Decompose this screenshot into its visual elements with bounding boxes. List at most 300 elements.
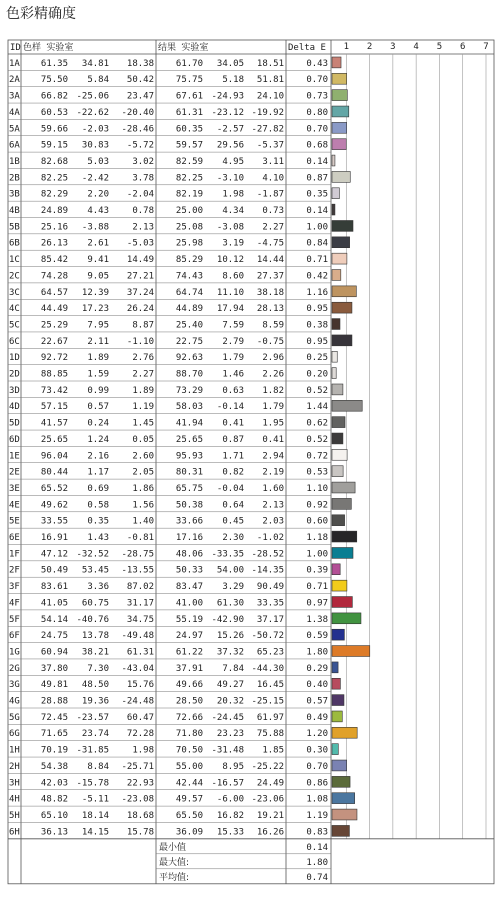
row-id: 3C xyxy=(9,287,20,298)
sample-lab-value: 33.55 xyxy=(40,516,68,527)
sample-lab-value: 71.65 xyxy=(40,729,68,740)
row-id: 6D xyxy=(9,434,20,445)
result-lab-value: 2.96 xyxy=(262,353,284,364)
sample-lab-value: 82.68 xyxy=(40,156,68,167)
result-lab-value: -5.37 xyxy=(256,140,284,151)
result-lab-value: -4.75 xyxy=(256,238,284,249)
delta-e-bar xyxy=(332,482,355,493)
sample-lab-value: 47.12 xyxy=(40,549,68,560)
result-lab-value: -0.75 xyxy=(256,336,284,347)
sample-lab-value: 82.25 xyxy=(40,173,68,184)
sample-lab-value: 48.50 xyxy=(81,680,109,691)
sample-lab-value: 1.43 xyxy=(87,533,109,543)
delta-e-bar xyxy=(332,417,345,428)
result-lab-value: 88.70 xyxy=(175,369,203,380)
sample-lab-value: 65.10 xyxy=(40,810,68,821)
result-lab-value: 82.19 xyxy=(175,189,203,200)
result-lab-value: 65.75 xyxy=(175,483,203,494)
sample-lab-value: 1.89 xyxy=(132,385,154,396)
row-id: 2G xyxy=(9,663,20,674)
result-lab-value: -50.72 xyxy=(251,631,284,642)
delta-e-value: 0.30 xyxy=(306,745,328,756)
delta-e-bar xyxy=(332,188,339,199)
row-id: 5F xyxy=(9,614,20,625)
result-lab-value: 61.30 xyxy=(216,598,244,609)
delta-e-bar xyxy=(332,449,347,460)
row-id: 3D xyxy=(9,385,20,396)
sample-lab-value: 26.13 xyxy=(40,238,68,249)
result-lab-value: 25.00 xyxy=(175,206,203,216)
sample-lab-value: 0.99 xyxy=(87,385,109,396)
result-lab-value: 75.75 xyxy=(175,75,203,86)
result-lab-value: 4.34 xyxy=(222,206,244,216)
sample-lab-value: 61.35 xyxy=(40,58,68,69)
sample-lab-value: 13.78 xyxy=(81,631,109,642)
delta-e-value: 0.95 xyxy=(306,336,328,347)
delta-e-bar xyxy=(332,548,353,559)
result-lab-value: 28.50 xyxy=(175,696,203,707)
delta-e-bar xyxy=(332,204,335,215)
sample-lab-value: -23.08 xyxy=(121,794,154,805)
sample-lab-value: 17.23 xyxy=(81,304,109,315)
delta-e-bar xyxy=(332,400,362,411)
delta-e-value: 0.62 xyxy=(306,418,328,429)
result-lab-value: 37.32 xyxy=(216,647,244,658)
delta-e-bar xyxy=(332,646,370,657)
delta-e-bar xyxy=(332,727,357,738)
row-id: 3A xyxy=(9,91,20,102)
row-id: 5B xyxy=(9,222,20,233)
summary-label: 平均值: xyxy=(159,872,190,883)
sample-lab-value: 1.45 xyxy=(132,418,154,429)
delta-e-value: 1.80 xyxy=(306,647,328,658)
sample-lab-value: 59.66 xyxy=(40,124,68,135)
row-id: 2F xyxy=(9,565,20,576)
sample-lab-value: -5.72 xyxy=(126,140,154,151)
delta-e-bar xyxy=(332,73,347,84)
delta-e-value: 0.87 xyxy=(306,173,328,184)
sample-lab-value: 0.58 xyxy=(87,500,109,511)
result-lab-value: 19.21 xyxy=(256,810,284,821)
result-lab-value: 85.29 xyxy=(175,255,203,266)
result-lab-value: 18.51 xyxy=(256,58,284,69)
result-lab-value: 70.50 xyxy=(175,745,203,756)
result-lab-value: 67.61 xyxy=(175,91,203,102)
row-id: 4G xyxy=(9,696,20,707)
sample-lab-value: 72.45 xyxy=(40,712,68,723)
delta-e-bar xyxy=(332,564,340,575)
delta-e-value: 1.00 xyxy=(306,222,328,233)
delta-e-bar xyxy=(332,580,347,591)
result-lab-value: 48.06 xyxy=(175,549,203,560)
delta-e-bar xyxy=(332,776,350,787)
result-lab-value: 3.29 xyxy=(222,582,244,593)
result-lab-value: 27.37 xyxy=(256,271,284,282)
result-lab-value: 36.09 xyxy=(175,827,203,838)
scale-tick-label: 1 xyxy=(343,42,349,52)
row-id: 4A xyxy=(9,107,20,118)
delta-e-value: 0.35 xyxy=(306,189,328,200)
sample-lab-value: 9.41 xyxy=(87,255,109,266)
row-id: 3F xyxy=(9,582,20,593)
sample-lab-value: 48.82 xyxy=(40,794,68,805)
row-id: 1G xyxy=(9,647,20,658)
delta-e-bar xyxy=(332,793,355,804)
result-lab-value: 82.59 xyxy=(175,156,203,167)
row-id: 1E xyxy=(9,451,20,462)
sample-lab-value: 3.78 xyxy=(132,173,154,184)
delta-e-value: 0.42 xyxy=(306,271,328,282)
row-id: 4F xyxy=(9,598,20,609)
sample-lab-value: 9.05 xyxy=(87,271,109,282)
sample-lab-value: 57.15 xyxy=(40,402,68,413)
scale-tick-label: 6 xyxy=(460,42,466,52)
result-lab-value: -33.35 xyxy=(211,549,244,560)
sample-lab-value: 41.05 xyxy=(40,598,68,609)
sample-lab-value: 25.29 xyxy=(40,320,68,331)
result-lab-value: 61.22 xyxy=(175,647,203,658)
result-lab-value: -1.87 xyxy=(256,189,284,200)
result-lab-value: 54.00 xyxy=(216,565,244,576)
row-id: 2D xyxy=(9,369,20,380)
sample-lab-value: 0.78 xyxy=(132,206,154,216)
delta-e-value: 0.53 xyxy=(306,467,328,478)
result-lab-value: 1.60 xyxy=(262,483,284,494)
sample-lab-value: 65.52 xyxy=(40,483,68,494)
sample-lab-value: 7.95 xyxy=(87,320,109,331)
delta-e-bar xyxy=(332,498,351,509)
result-lab-value: -0.14 xyxy=(216,402,244,413)
sample-lab-value: 23.74 xyxy=(81,729,109,740)
sample-lab-value: 0.35 xyxy=(87,516,109,527)
delta-e-bar xyxy=(332,351,337,362)
summary-value: 0.74 xyxy=(306,872,328,883)
sample-lab-value: 2.76 xyxy=(132,353,154,364)
delta-e-bar xyxy=(332,466,343,477)
sample-lab-value: 75.50 xyxy=(40,75,68,86)
delta-e-value: 1.08 xyxy=(306,794,328,805)
sample-lab-value: -22.62 xyxy=(76,107,109,118)
sample-lab-value: 72.28 xyxy=(126,729,154,740)
scale-tick-label: 7 xyxy=(483,42,489,52)
result-lab-value: -25.15 xyxy=(251,696,284,707)
sample-lab-value: 12.39 xyxy=(81,287,109,298)
row-id: 1D xyxy=(9,353,20,364)
result-lab-value: 4.10 xyxy=(262,173,284,184)
result-lab-value: 8.60 xyxy=(222,271,244,282)
delta-e-value: 0.95 xyxy=(306,304,328,315)
result-lab-value: 16.45 xyxy=(256,680,284,691)
result-lab-value: 1.71 xyxy=(222,451,244,462)
sample-lab-value: 85.42 xyxy=(40,255,68,266)
result-lab-value: 3.19 xyxy=(222,238,244,249)
row-id: 2A xyxy=(9,75,20,86)
result-lab-value: -24.93 xyxy=(211,91,244,102)
sample-lab-value: 37.80 xyxy=(40,663,68,674)
summary-value: 1.80 xyxy=(306,857,328,868)
sample-lab-value: 1.56 xyxy=(132,500,154,511)
delta-e-bar xyxy=(332,760,347,771)
delta-e-value: 1.18 xyxy=(306,533,328,543)
delta-e-value: 0.71 xyxy=(306,255,328,266)
result-lab-value: 25.98 xyxy=(175,238,203,249)
result-lab-value: 25.65 xyxy=(175,434,203,445)
result-lab-value: 4.95 xyxy=(222,156,244,167)
result-lab-value: 24.49 xyxy=(256,778,284,789)
sample-lab-value: -3.88 xyxy=(81,222,109,233)
result-lab-value: 1.79 xyxy=(262,402,284,413)
scale-tick-label: 3 xyxy=(390,42,396,52)
sample-lab-value: 8.84 xyxy=(87,761,109,772)
result-lab-value: 92.63 xyxy=(175,353,203,364)
result-lab-value: 8.59 xyxy=(262,320,284,331)
sample-lab-value: 80.44 xyxy=(40,467,68,478)
result-lab-value: 0.73 xyxy=(262,206,284,216)
row-id: 4D xyxy=(9,402,20,413)
delta-e-bar xyxy=(332,678,340,689)
row-id: 1C xyxy=(9,255,20,266)
result-lab-value: 51.81 xyxy=(256,75,284,86)
sample-lab-value: -25.71 xyxy=(121,761,154,772)
delta-e-value: 0.73 xyxy=(306,91,328,102)
sample-lab-value: 87.02 xyxy=(126,582,154,593)
row-id: 1F xyxy=(9,549,20,560)
delta-e-bar xyxy=(332,155,335,166)
sample-lab-value: 2.61 xyxy=(87,238,109,249)
sample-lab-value: 49.81 xyxy=(40,680,68,691)
sample-lab-value: 70.19 xyxy=(40,745,68,756)
result-lab-value: -0.04 xyxy=(216,483,244,494)
result-lab-value: -16.57 xyxy=(211,778,244,789)
result-lab-value: -19.92 xyxy=(251,107,284,118)
sample-lab-value: 25.16 xyxy=(40,222,68,233)
sample-lab-value: 66.82 xyxy=(40,91,68,102)
sample-lab-value: 24.89 xyxy=(40,206,68,216)
sample-lab-value: 18.38 xyxy=(126,58,154,69)
sample-lab-value: 83.61 xyxy=(40,582,68,593)
result-lab-value: 5.18 xyxy=(222,75,244,86)
row-id: 5G xyxy=(9,712,20,723)
sample-lab-value: 44.49 xyxy=(40,304,68,315)
sample-lab-value: 28.88 xyxy=(40,696,68,707)
scale-tick-label: 5 xyxy=(436,42,443,52)
result-lab-value: 49.57 xyxy=(175,794,203,805)
row-id: 5A xyxy=(9,124,20,135)
delta-e-value: 0.97 xyxy=(306,598,328,609)
result-lab-value: 2.94 xyxy=(262,451,284,462)
sample-lab-value: -32.52 xyxy=(76,549,109,560)
sample-lab-value: 49.62 xyxy=(40,500,68,511)
result-lab-value: -24.45 xyxy=(211,712,244,723)
row-id: 1A xyxy=(9,58,20,69)
result-lab-value: 0.64 xyxy=(222,500,244,511)
sample-lab-value: 60.75 xyxy=(81,598,109,609)
result-lab-value: 16.82 xyxy=(216,810,244,821)
sample-lab-value: 50.49 xyxy=(40,565,68,576)
sample-lab-value: 60.94 xyxy=(40,647,68,658)
sample-lab-value: 27.21 xyxy=(126,271,154,282)
sample-lab-value: -0.81 xyxy=(126,533,154,543)
scale-tick-label: 2 xyxy=(366,42,373,52)
sample-lab-value: 8.87 xyxy=(132,320,154,331)
row-id: 5C xyxy=(9,320,20,331)
result-lab-value: 49.27 xyxy=(216,680,244,691)
result-lab-value: 7.84 xyxy=(222,663,244,674)
sample-lab-value: -1.10 xyxy=(126,336,154,347)
delta-e-bar xyxy=(332,253,347,264)
result-lab-value: 17.94 xyxy=(216,304,244,315)
delta-e-value: 0.68 xyxy=(306,140,328,151)
delta-e-bar xyxy=(332,90,347,101)
row-id: 4H xyxy=(9,794,20,805)
delta-e-value: 0.20 xyxy=(306,369,328,380)
result-lab-value: 55.00 xyxy=(175,761,203,772)
sample-lab-value: 37.24 xyxy=(126,287,154,298)
sample-lab-value: -15.78 xyxy=(76,778,109,789)
delta-e-value: 0.83 xyxy=(306,827,328,838)
result-lab-value: -2.57 xyxy=(216,124,244,135)
result-lab-value: 0.63 xyxy=(222,385,244,396)
sample-lab-value: 41.57 xyxy=(40,418,68,429)
sample-lab-value: 1.40 xyxy=(132,516,154,527)
row-id: 2H xyxy=(9,761,20,772)
result-lab-value: 41.00 xyxy=(175,598,203,609)
sample-lab-value: 0.57 xyxy=(87,402,109,413)
result-lab-value: 15.26 xyxy=(216,631,244,642)
sample-lab-value: -2.42 xyxy=(81,173,109,184)
row-id: 3G xyxy=(9,680,20,691)
result-lab-value: 58.03 xyxy=(175,402,203,413)
delta-e-value: 0.60 xyxy=(306,516,328,527)
sample-lab-value: 61.31 xyxy=(126,647,154,658)
result-lab-value: -6.00 xyxy=(216,794,244,805)
row-id: 6C xyxy=(9,336,20,347)
sample-lab-value: 59.15 xyxy=(40,140,68,151)
sample-lab-value: 34.81 xyxy=(81,58,109,69)
result-lab-value: 1.82 xyxy=(262,385,284,396)
row-id: 2E xyxy=(9,467,20,478)
result-lab-value: 61.31 xyxy=(175,107,203,118)
delta-e-bar xyxy=(332,744,338,755)
delta-e-value: 0.38 xyxy=(306,320,328,331)
row-id: 6H xyxy=(9,827,20,838)
sample-lab-value: 5.03 xyxy=(87,156,109,167)
result-lab-value: 0.45 xyxy=(222,516,244,527)
sample-lab-value: 2.20 xyxy=(87,189,109,200)
delta-e-value: 0.52 xyxy=(306,385,328,396)
sample-lab-value: 73.42 xyxy=(40,385,68,396)
sample-lab-value: -2.04 xyxy=(126,189,154,200)
delta-e-bar xyxy=(332,531,357,542)
sample-lab-value: 22.67 xyxy=(40,336,68,347)
delta-e-value: 0.86 xyxy=(306,778,328,789)
result-lab-value: 29.56 xyxy=(216,140,244,151)
result-lab-value: 50.38 xyxy=(175,500,203,511)
row-id: 6G xyxy=(9,729,20,740)
sample-lab-value: 54.14 xyxy=(40,614,68,625)
sample-lab-value: 4.43 xyxy=(87,206,109,216)
result-lab-value: -44.30 xyxy=(251,663,284,674)
sample-lab-value: -40.76 xyxy=(76,614,109,625)
delta-e-value: 0.29 xyxy=(306,663,328,674)
result-lab-value: 64.74 xyxy=(175,287,203,298)
result-lab-value: -23.06 xyxy=(251,794,284,805)
delta-e-bar xyxy=(332,302,352,313)
result-lab-value: 42.44 xyxy=(175,778,203,789)
delta-e-bar xyxy=(332,237,350,248)
result-lab-value: 3.11 xyxy=(262,156,284,167)
result-lab-value: 20.32 xyxy=(216,696,244,707)
sample-lab-value: 1.89 xyxy=(87,353,109,364)
result-lab-value: 2.27 xyxy=(262,222,284,233)
summary-label: 最小值 xyxy=(159,842,187,853)
row-id: 6F xyxy=(9,631,20,642)
sample-lab-value: 88.85 xyxy=(40,369,68,380)
row-id: 3B xyxy=(9,189,20,200)
result-lab-value: 1.46 xyxy=(222,369,244,380)
result-lab-value: 11.10 xyxy=(216,287,244,298)
row-id: 5E xyxy=(9,516,20,527)
row-id: 4E xyxy=(9,500,20,511)
delta-e-value: 0.92 xyxy=(306,500,328,511)
result-lab-value: -25.22 xyxy=(251,761,284,772)
row-id: 4B xyxy=(9,206,20,216)
sample-lab-value: 15.78 xyxy=(126,827,154,838)
delta-e-bar xyxy=(332,711,342,722)
delta-e-value: 1.20 xyxy=(306,729,328,740)
sample-lab-value: 2.60 xyxy=(132,451,154,462)
result-lab-value: 37.17 xyxy=(256,614,284,625)
result-lab-value: 61.70 xyxy=(175,58,203,69)
result-lab-value: 2.26 xyxy=(262,369,284,380)
sample-lab-value: 0.24 xyxy=(87,418,109,429)
sample-lab-value: 15.76 xyxy=(126,680,154,691)
result-lab-value: -3.10 xyxy=(216,173,244,184)
result-lab-value: 1.98 xyxy=(222,189,244,200)
header-sample-lab: 色样 实验室 xyxy=(23,43,74,53)
row-id: 3E xyxy=(9,483,20,494)
result-lab-value: 72.66 xyxy=(175,712,203,723)
delta-e-bar xyxy=(332,825,349,836)
delta-e-value: 0.49 xyxy=(306,712,328,723)
result-lab-value: 65.50 xyxy=(175,810,203,821)
sample-lab-value: 2.11 xyxy=(87,336,109,347)
sample-lab-value: 24.75 xyxy=(40,631,68,642)
delta-e-value: 0.70 xyxy=(306,761,328,772)
header-id: ID xyxy=(10,43,21,53)
sample-lab-value: -5.11 xyxy=(81,794,109,805)
sample-lab-value: 30.83 xyxy=(81,140,109,151)
sample-lab-value: -25.06 xyxy=(76,91,109,102)
result-lab-value: 15.33 xyxy=(216,827,244,838)
result-lab-value: 2.13 xyxy=(262,500,284,511)
sample-lab-value: 26.24 xyxy=(126,304,154,315)
result-lab-value: 41.94 xyxy=(175,418,203,429)
sample-lab-value: 0.05 xyxy=(132,434,154,445)
result-lab-value: 17.16 xyxy=(175,533,203,543)
sample-lab-value: 22.93 xyxy=(126,778,154,789)
row-id: 6B xyxy=(9,238,20,249)
result-lab-value: 61.97 xyxy=(256,712,284,723)
delta-e-value: 1.38 xyxy=(306,614,328,625)
result-lab-value: 74.43 xyxy=(175,271,203,282)
row-id: 6E xyxy=(9,533,20,543)
result-lab-value: 59.57 xyxy=(175,140,203,151)
delta-e-bar xyxy=(332,122,347,133)
sample-lab-value: 38.21 xyxy=(81,647,109,658)
result-lab-value: 95.93 xyxy=(175,451,203,462)
sample-lab-value: 1.98 xyxy=(132,745,154,756)
